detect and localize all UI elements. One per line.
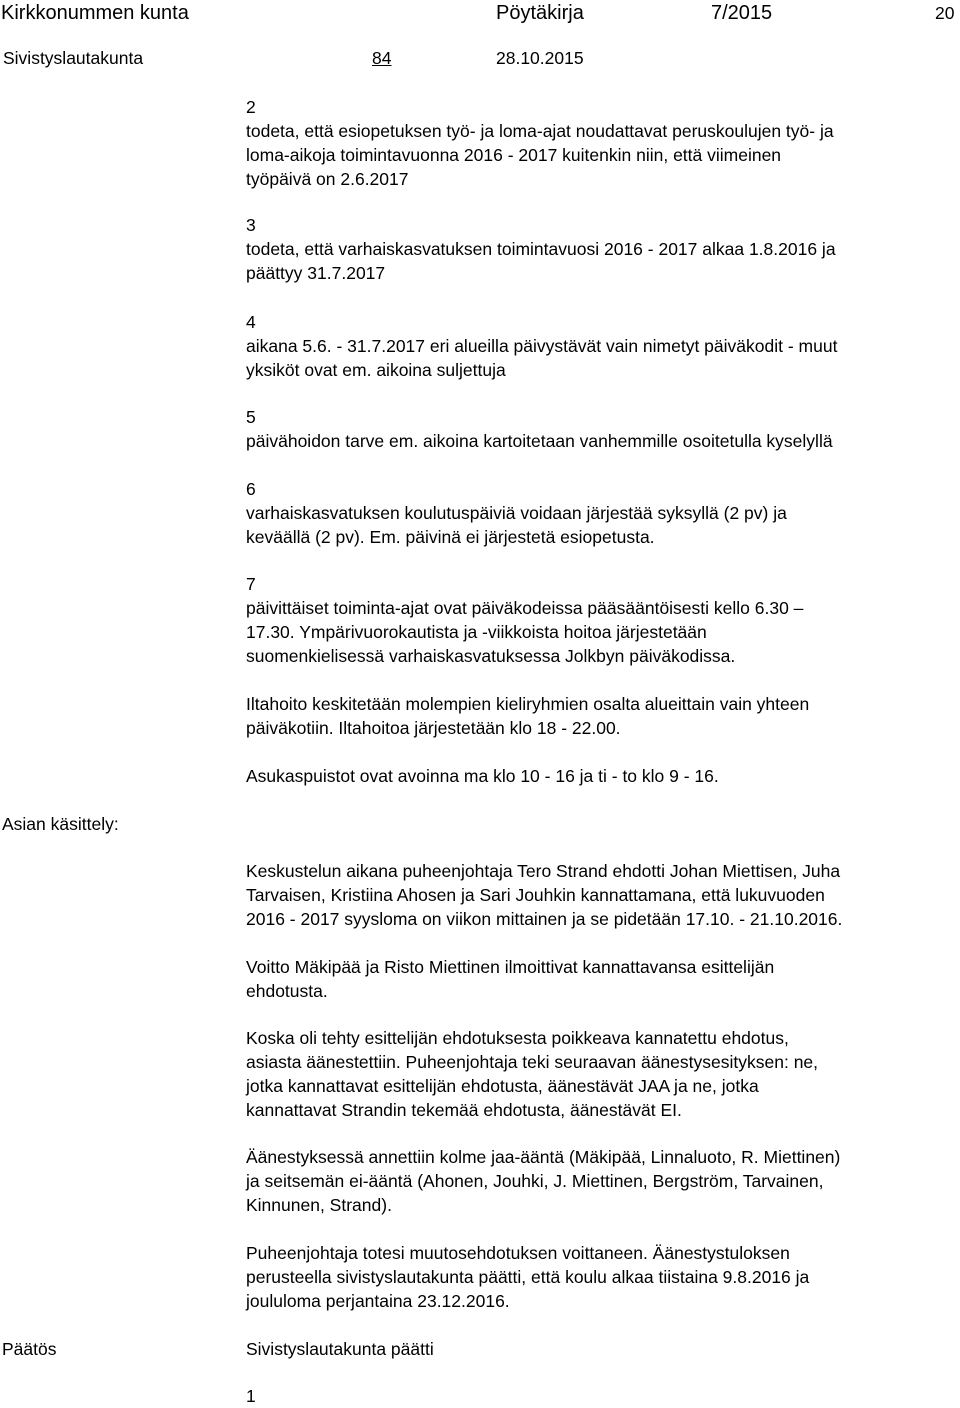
item-7 [246,572,952,668]
paragraph-line: jotka kannattavat esittelijän ehdotusta, äänestävät JAA ja ne, jotka [246,1076,759,1096]
paatos-label: Päätös [2,1339,57,1359]
asian-kasittely-label: Asian käsittely: [2,814,119,834]
evening-care-paragraph [246,692,952,740]
committee-name: Sivistyslautakunta [3,48,144,68]
item-number: 6 [246,479,256,499]
item-4 [246,310,952,382]
item-6 [246,477,952,549]
document-type: Pöytäkirja [496,2,584,24]
paragraph-line: Puheenjohtaja totesi muutosehdotuksen voittaneen. Äänestystuloksen [246,1243,790,1263]
item-line: todeta, että esiopetuksen työ- ja loma-ajat noudattavat peruskoulujen työ- ja [246,121,834,141]
municipality-name: Kirkkonummen kunta [1,2,189,24]
item-number: 7 [246,574,256,594]
item-line: suomenkielisessä varhaiskasvatuksessa Jolkbyn päiväkodissa. [246,646,736,666]
paragraph-line: Asukaspuistot ovat avoinna ma klo 10 - 16 ja ti - to klo 9 - 16. [246,766,719,786]
item-number: 4 [246,312,256,332]
paragraph-line: Tarvaisen, Kristiina Ahosen ja Sari Jouhkin kannattamana, että lukuvuoden [246,885,825,905]
section-number: 84 [372,48,392,68]
item-line: keväällä (2 pv). Em. päivinä ei järjestetä esiopetusta. [246,527,655,547]
paragraph-line: Voitto Mäkipää ja Risto Miettinen ilmoittivat kannattavansa esittelijän [246,957,775,977]
item-line: päivähoidon tarve em. aikoina kartoitetaan vanhemmille osoitetulla kyselyllä [246,431,833,451]
document-number: 7/2015 [711,2,773,24]
item-2 [246,95,952,191]
item-line: loma-aikoja toimintavuonna 2016 - 2017 kuitenkin niin, että viimeinen [246,145,782,165]
item-line: aikana 5.6. - 31.7.2017 eri alueilla päivystävät vain nimetyt päiväkodit - muut [246,336,838,356]
paragraph-line: kannattavat Strandin tekemää ehdotusta, äänestävät EI. [246,1100,682,1120]
paragraph-line: ja seitsemän ei-ääntä (Ahonen, Jouhki, J. Miettinen, Bergström, Tarvainen, [246,1171,824,1191]
paragraph-line: ehdotusta. [246,981,328,1001]
vote-proposal-paragraph [246,1026,952,1122]
meeting-date: 28.10.2015 [496,48,584,68]
paragraph-line: asiasta äänestettiin. Puheenjohtaja teki seuraavan äänestysesityksen: ne, [246,1052,819,1072]
paragraph-line: perusteella sivistyslautakunta päätti, että koulu alkaa tiistaina 9.8.2016 ja [246,1267,810,1287]
item-line: työpäivä on 2.6.2017 [246,169,409,189]
item-3 [246,213,952,285]
item-line: 17.30. Ympärivuorokautista ja -viikkoista hoitoa järjestetään [246,622,707,642]
page-number: 20 [935,3,955,23]
item-number: 2 [246,97,256,117]
paragraph-line: Äänestyksessä annettiin kolme jaa-ääntä (Mäkipää, Linnaluoto, R. Miettinen) [246,1147,841,1167]
conclusion-paragraph [246,1241,952,1313]
paragraph-line: 2016 - 2017 syysloma on viikon mittainen ja se pidetään 17.10. - 21.10.2016. [246,909,843,929]
paragraph-line: joululoma perjantaina 23.12.2016. [246,1291,510,1311]
item-line: varhaiskasvatuksen koulutuspäiviä voidaan järjestää syksyllä (2 pv) ja [246,503,787,523]
discussion-paragraph [246,859,952,931]
playgrounds-paragraph [246,764,952,788]
paragraph-line: Koska oli tehty esittelijän ehdotuksesta poikkeava kannatettu ehdotus, [246,1028,789,1048]
decision-item-number: 1 [246,1386,256,1406]
item-line: päivittäiset toiminta-ajat ovat päiväkodeissa pääsääntöisesti kello 6.30 – [246,598,804,618]
item-line: yksiköt ovat em. aikoina suljettuja [246,360,506,380]
paragraph-line: Kinnunen, Strand). [246,1195,392,1215]
paragraph-line: Iltahoito keskitetään molempien kieliryhmien osalta alueittain vain yhteen [246,694,810,714]
paragraph-line: Keskustelun aikana puheenjohtaja Tero Strand ehdotti Johan Miettisen, Juha [246,861,841,881]
item-line: päättyy 31.7.2017 [246,263,386,283]
decision-text: Sivistyslautakunta päätti [246,1339,434,1359]
support-paragraph [246,955,952,1003]
paragraph-line: päiväkotiin. Iltahoitoa järjestetään klo 18 - 22.00. [246,718,621,738]
item-5 [246,405,952,453]
item-line: todeta, että varhaiskasvatuksen toimintavuosi 2016 - 2017 alkaa 1.8.2016 ja [246,239,836,259]
item-number: 5 [246,407,256,427]
item-number: 3 [246,215,256,235]
vote-result-paragraph [246,1145,952,1217]
